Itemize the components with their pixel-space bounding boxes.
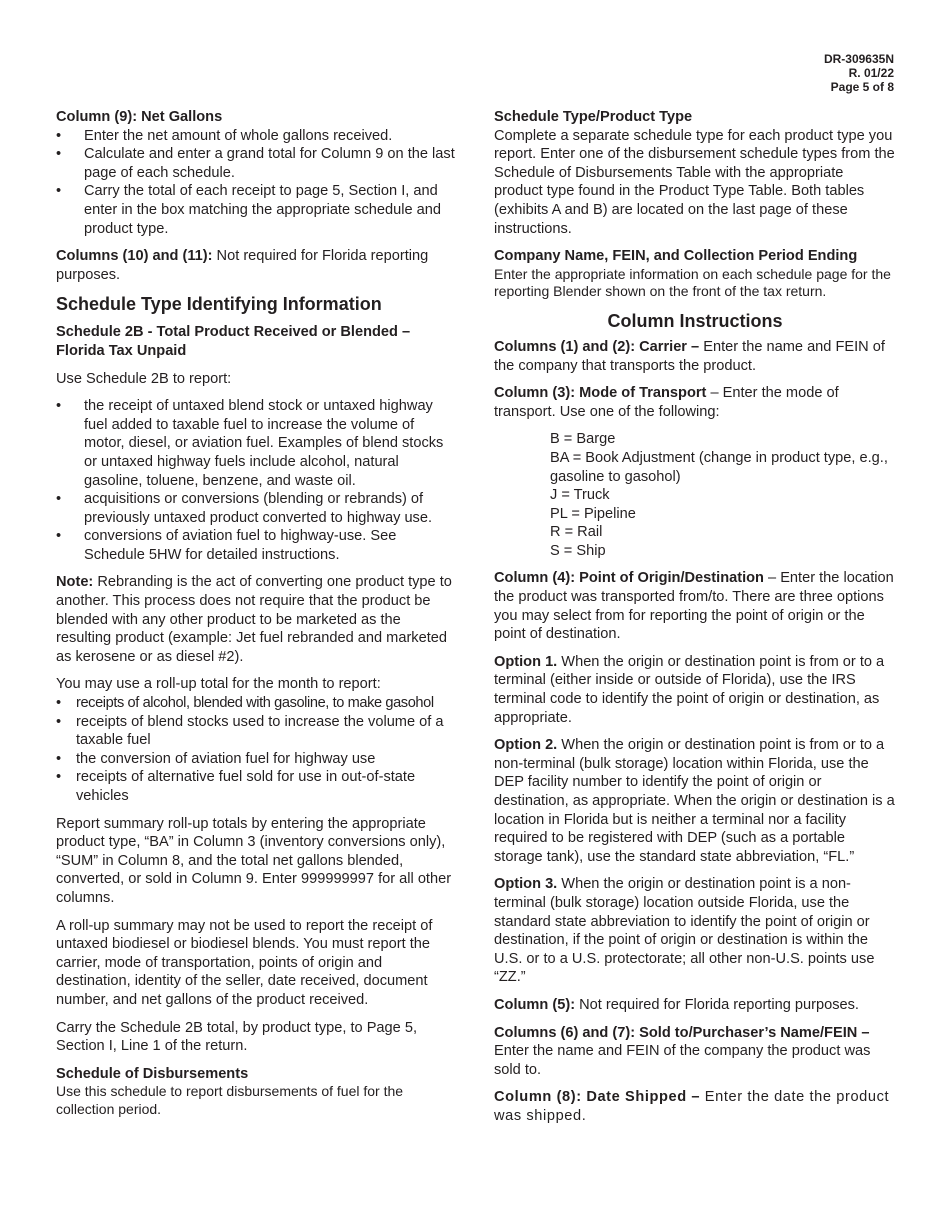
col9-heading: Column (9): Net Gallons <box>56 109 223 125</box>
left-column <box>56 108 456 1128</box>
option3-text: When the origin or destination point is a non-terminal (bulk storage) location outside Florida, use the standard state abbreviation to identify the point of origin or destination, if the point of origin or destination is within the U.S. or to a U.S. protectorate; all other non-U.S. points use “ZZ.” <box>494 876 875 986</box>
company-text: Enter the appropriate information on each schedule page for the reporting Blender shown on the front of the tax return. <box>494 265 891 300</box>
list-item: • conversions of aviation fuel to highway-use. See Schedule 5HW for detailed instructions. <box>56 527 456 564</box>
list-item: • receipts of blend stocks used to increase the volume of a taxable fuel <box>56 713 456 750</box>
col6-7-label: Columns (6) and (7): Sold to/Purchaser’s Name/FEIN – <box>494 1024 870 1041</box>
list-item: • acquisitions or conversions (blending or rebrands) of previously untaxed product converted to highway use. <box>56 490 456 527</box>
section-heading: Schedule Type Identifying Information <box>56 294 382 315</box>
column-instructions-heading: Column Instructions <box>607 310 783 331</box>
col5-text: Not required for Florida reporting purposes. <box>575 996 859 1013</box>
col5-paragraph <box>494 996 896 1015</box>
col1-2-paragraph <box>494 338 896 375</box>
rollup-intro: You may use a roll-up total for the month to report: <box>56 676 381 693</box>
form-header <box>824 52 894 94</box>
col1-2-label: Columns (1) and (2): Carrier – <box>494 338 700 355</box>
disbursements-text: Use this schedule to report disbursements of fuel for the collection period. <box>56 1083 404 1117</box>
mode-item: BA = Book Adjustment (change in product type, e.g., gasoline to gasohol) <box>550 449 888 485</box>
list-item: • receipts of alcohol, blended with gasoline, to make gasohol <box>56 694 456 713</box>
col5-label: Column (5): <box>494 996 576 1013</box>
col3-paragraph <box>494 384 896 421</box>
rollup-restriction-paragraph: A roll-up summary may not be used to report the receipt of untaxed biodiesel or biodiesel blends. You must report the carrier, mode of transportation, points of origin and destination, identity of the seller, date received, document number, and net gallons of the product received. <box>56 917 433 1008</box>
list-item: • Enter the net amount of whole gallons received. <box>56 127 456 146</box>
schedule-type-heading: Schedule Type/Product Type <box>494 109 693 125</box>
note-paragraph <box>56 573 456 666</box>
revision: R. 01/22 <box>848 66 894 80</box>
carry-paragraph: Carry the Schedule 2B total, by product type, to Page 5, Section I, Line 1 of the return. <box>56 1019 418 1055</box>
form-number: DR-309635N <box>823 52 894 66</box>
option3-label: Option 3. <box>494 876 558 893</box>
schedule-2b-heading: Schedule 2B - Total Product Received or Blended – Florida Tax Unpaid <box>56 324 411 359</box>
col10-11-label: Columns (10) and (11): <box>56 248 213 265</box>
col1-2-text: Enter the name and FEIN of the company that transports the product. <box>494 338 885 374</box>
list-item: • the receipt of untaxed blend stock or untaxed highway fuel added to taxable fuel to increase the volume of motor, diesel, or aviation fuel. Examples of blend stocks or untaxed highway fuels include alcohol, natural gasoline, toluene, benzene, and waste oil. <box>56 397 456 490</box>
option1-text: When the origin or destination point is from or to a terminal (either inside or outside of Florida), use the IRS terminal code to identify the point of origin or destination, as appropriate. <box>494 653 885 726</box>
col8-paragraph <box>494 1088 896 1125</box>
use-list <box>56 397 456 564</box>
use-intro: Use Schedule 2B to report: <box>56 370 232 387</box>
disbursements-heading: Schedule of Disbursements <box>56 1065 249 1082</box>
col3-text: – Enter the mode of transport. Use one of the following: <box>494 385 839 420</box>
col8-text: Enter the date the product was shipped. <box>494 1089 890 1124</box>
option1-label: Option 1. <box>494 653 558 670</box>
schedule-type-text: Complete a separate schedule type for each product type you report. Enter one of the disbursement schedule types from the Schedule of Disbursements Table with the appropriate product type found in the Product Type Table. Both tables (exhibits A and B) are located on the last page of these instructions. <box>494 127 895 237</box>
mode-item: J = Truck <box>550 487 610 504</box>
option1-paragraph <box>494 653 896 727</box>
col6-7-text: Enter the name and FEIN of the company the product was sold to. <box>494 1043 871 1078</box>
col10-11-paragraph <box>56 247 456 284</box>
col9-list <box>56 127 456 239</box>
mode-item: PL = Pipeline <box>550 505 636 522</box>
col4-label: Column (4): Point of Origin/Destination <box>494 570 764 587</box>
note-text: Rebranding is the act of converting one product type to another. This process does not require that the product be blended with any other product to be marketed as the resulting product (example: Jet fuel rebranded and marketed as kerosene or as diesel #2). <box>56 574 452 665</box>
page-number: Page 5 of 8 <box>830 80 894 94</box>
transport-modes <box>494 430 896 560</box>
option2-label: Option 2. <box>494 737 558 754</box>
list-item: • receipts of alternative fuel sold for use in out-of-state vehicles <box>56 768 456 805</box>
option2-paragraph <box>494 736 896 866</box>
col3-label: Column (3): Mode of Transport <box>494 385 707 402</box>
right-column <box>494 108 896 1135</box>
note-label: Note: <box>56 574 94 591</box>
list-item: • the conversion of aviation fuel for highway use <box>56 750 456 769</box>
option3-paragraph <box>494 875 896 987</box>
company-heading: Company Name, FEIN, and Collection Period Ending <box>494 248 858 265</box>
col4-text: – Enter the location the product was transported from/to. There are three options you may select from for reporting the point of origin or the point of destination. <box>494 570 894 643</box>
list-item: • Calculate and enter a grand total for Column 9 on the last page of each schedule. <box>56 145 456 182</box>
col6-7-paragraph <box>494 1024 896 1080</box>
col8-label: Column (8): Date Shipped – <box>494 1089 701 1106</box>
rollup-list <box>56 694 456 806</box>
mode-item: S = Ship <box>550 542 606 559</box>
col10-11-text: Not required for Florida reporting purposes. <box>56 248 429 283</box>
mode-item: B = Barge <box>550 431 616 448</box>
col4-paragraph <box>494 569 896 643</box>
list-item: • Carry the total of each receipt to page 5, Section I, and enter in the box matching the appropriate schedule and product type. <box>56 182 456 238</box>
mode-item: R = Rail <box>550 524 603 541</box>
rollup-report-paragraph: Report summary roll-up totals by entering the appropriate product type, “BA” in Column 3 (inventory conversions only), “SUM” in Column 8, and the total net gallons blended, converted, or sold in Column 9. Enter 999999997 for all other columns. <box>56 815 452 906</box>
option2-text: When the origin or destination point is from or to a non-terminal (bulk storage) location within Florida, use the DEP facility number to identify the point of origin or destination, as appropriate. When the origin or destination is a location in Florida but is neither a terminal nor a facility required to be registered with DEP (such as a portable storage tank), use the standard state abbreviation, “FL.” <box>494 737 895 865</box>
